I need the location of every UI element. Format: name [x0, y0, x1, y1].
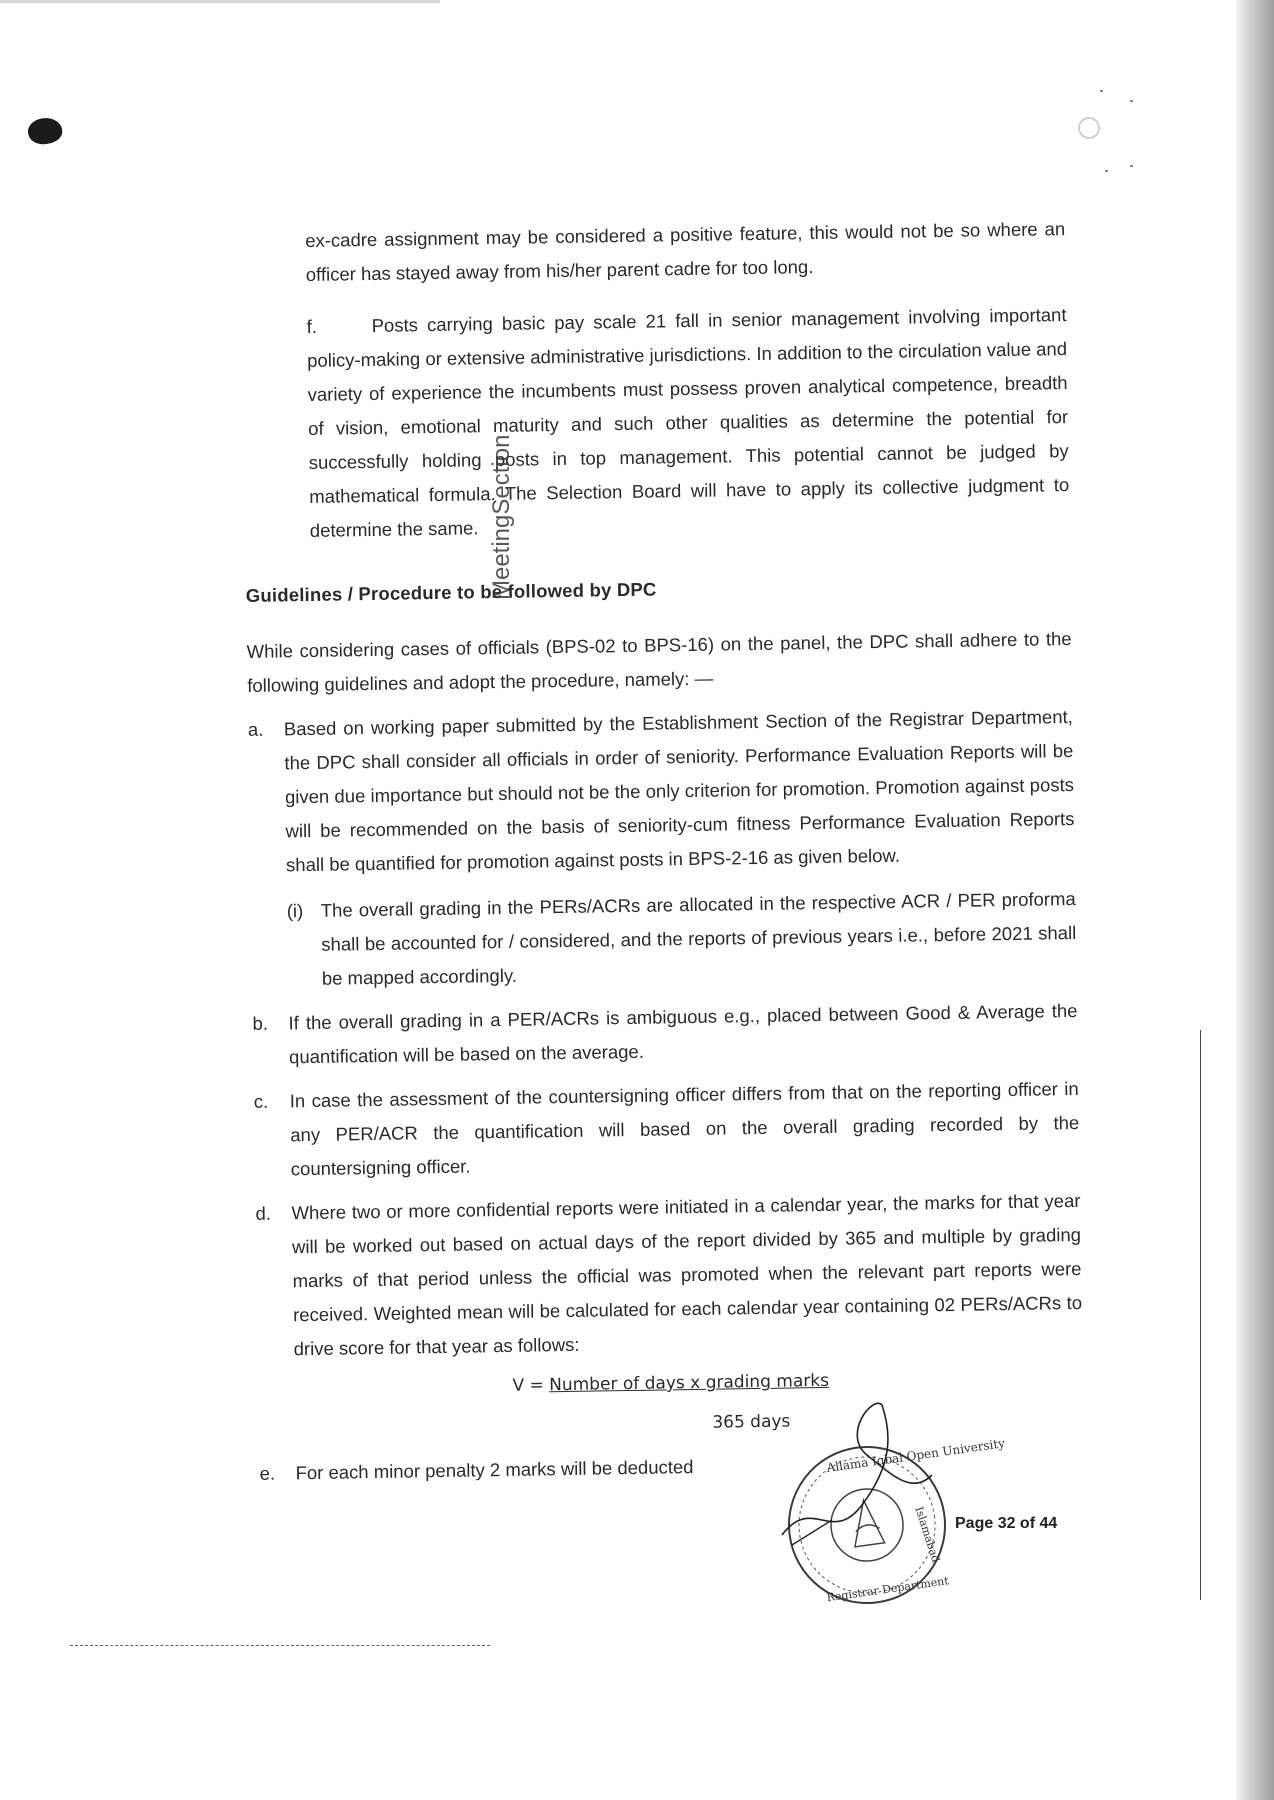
list-item-text: Based on working paper submitted by the Establishment Section of the Registrar Department, the DPC shall consider all officials in order of seniority. Performance Evaluation Reports will be given due importance but should not be the only criterion for promotion. Promotion against posts will be recommended on the basis of seniority-cum fitness Performance Evaluation Reports shall be quantified for promotion against posts in BPS-2-16 as given below. — [283, 705, 1075, 876]
list-item-b — [252, 994, 1078, 1075]
formula-numerator: Number of days x grading marks — [549, 1370, 830, 1396]
punch-hole-mark — [26, 115, 65, 148]
list-marker: (i) — [286, 900, 304, 922]
list-item-text: In case the assessment of the countersigning officer differs from that on the reporting officer in any PER/ACR the quantification will based on the overall grading recorded by the countersigning officer. — [289, 1077, 1080, 1180]
scan-speck — [1130, 100, 1133, 102]
meeting-section-watermark: MeetingSection — [488, 434, 515, 600]
page-number: Page 32 of 44 — [955, 1515, 1058, 1532]
list-marker: d. — [255, 1202, 272, 1224]
university-seal-stamp — [772, 1395, 1006, 1615]
list-marker: e. — [259, 1462, 276, 1484]
list-item-text: The overall grading in the PERs/ACRs are allocated in the respective ACR / PER proforma shall be accounted for / considered, and the reports of previous years i.e., before 2021 shall be mapped accordingly. — [320, 887, 1077, 989]
list-item-text: For each minor penalty 2 marks will be deducted — [295, 1456, 694, 1484]
list-marker: a. — [247, 718, 264, 740]
document-body — [240, 212, 1085, 1491]
continuation-paragraph: ex-cadre assignment may be considered a positive feature, this would not be so where an officer has stayed away from his/her parent cadre for too long. — [305, 218, 1066, 285]
list-item-text: If the overall grading in a PER/ACRs is ambiguous e.g., placed between Good & Average the quantification will be based on the average. — [288, 999, 1078, 1068]
scan-speck — [1130, 165, 1133, 167]
sub-item-i — [251, 882, 1078, 997]
scan-speck — [1100, 90, 1103, 92]
scan-right-edge-shadow — [1236, 0, 1274, 1800]
scan-top-edge — [0, 0, 440, 3]
list-item-a — [248, 700, 1076, 883]
right-margin-rule — [1200, 1030, 1201, 1600]
stamp-top-text: Allama Iqbal Open University — [825, 1436, 1006, 1475]
formula-denominator: 365 days — [712, 1411, 791, 1433]
item-f-marker: f. — [306, 315, 318, 337]
list-marker: b. — [252, 1012, 269, 1034]
stamp-right-text: Islamabad — [912, 1505, 943, 1564]
scan-circle-mark — [1078, 117, 1100, 139]
scan-speck — [1105, 170, 1108, 172]
stamp-bottom-text: Registrar Department — [825, 1574, 950, 1605]
formula-lhs: V = — [512, 1375, 550, 1396]
list-item-c — [254, 1072, 1081, 1187]
list-item-d — [255, 1184, 1083, 1367]
list-marker: c. — [253, 1090, 269, 1112]
bottom-scan-line — [70, 1645, 490, 1646]
item-f-paragraph — [306, 298, 1070, 548]
item-f-text: Posts carrying basic pay scale 21 fall in senior management involving important policy-making or extensive administrative jurisdictions. In addition to the circulation value and variety of experience the incumbents must possess proven analytical competence, breadth of vision, emotional maturity and such other qualities as determine the potential for successfully holding posts in top management. This potential cannot be judged by mathematical formula. The Selection Board will have to apply its collective judgment to determine the same. — [306, 304, 1070, 541]
section-heading: Guidelines / Procedure to be followed by DPC — [245, 578, 657, 606]
intro-paragraph: While considering cases of officials (BPS-02 to BPS-16) on the panel, the DPC shall adhere to the following guidelines and adopt the procedure, namely: — — [246, 627, 1072, 696]
list-item-text: Where two or more confidential reports were initiated in a calendar year, the marks for that year will be worked out based on actual days of the report divided by 365 and multiple by grading marks of that period unless the official was promoted when the relevant part reports were received. Weighted mean will be calculated for each calendar year containing 02 PERs/ACRs to drive score for that year as follows: — [291, 1189, 1083, 1360]
continuation-block — [240, 212, 1070, 549]
